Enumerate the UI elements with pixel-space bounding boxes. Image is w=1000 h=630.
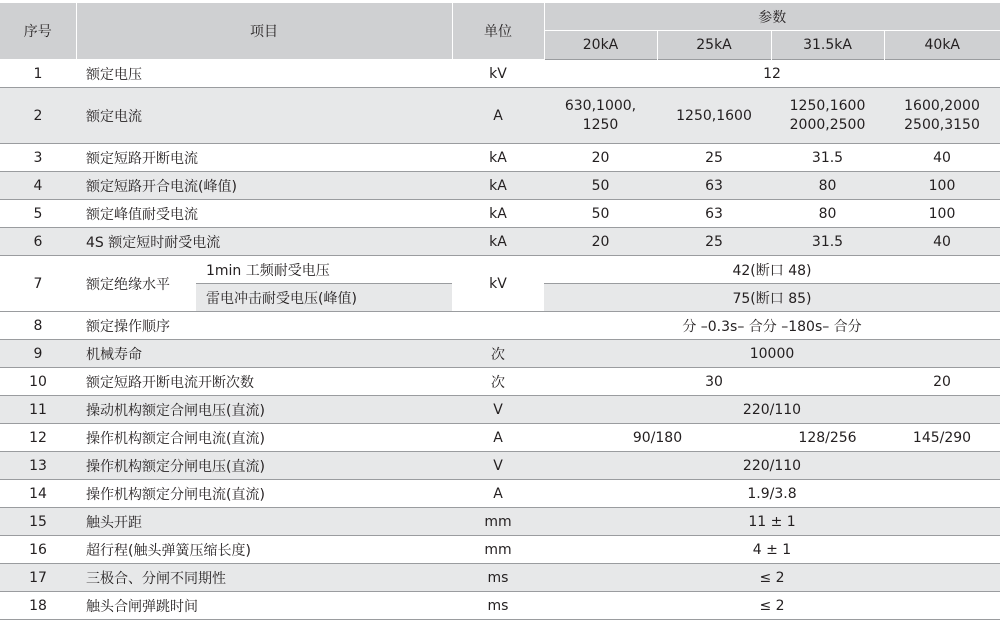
row-item: 4S 额定短时耐受电流	[76, 228, 452, 256]
table-row	[0, 256, 1000, 284]
row-item: 额定短路开合电流(峰值)	[76, 172, 452, 200]
row-value-20ka: 50	[544, 200, 657, 228]
row-item: 超行程(触头弹簧压缩长度)	[76, 536, 452, 564]
table-row	[0, 508, 1000, 536]
row-number: 17	[0, 564, 76, 592]
value-line: 630,1000,	[564, 97, 637, 114]
row-subitem: 1min 工频耐受电压	[196, 256, 452, 284]
row-number: 18	[0, 592, 76, 620]
row-value-31-5ka: 31.5	[771, 144, 884, 172]
header-unit: 单位	[452, 3, 544, 60]
header-col-20ka: 20kA	[544, 31, 657, 60]
row-item: 操作机构额定合闸电流(直流)	[76, 424, 452, 452]
row-value: 220/110	[544, 396, 1000, 424]
row-unit: kV	[452, 256, 544, 312]
row-value-31-5ka: 31.5	[771, 228, 884, 256]
row-unit	[452, 312, 544, 340]
table-row	[0, 452, 1000, 480]
header-item: 项目	[76, 3, 452, 60]
row-unit: kV	[452, 60, 544, 88]
header-col-25ka: 25kA	[657, 31, 771, 60]
row-value: 220/110	[544, 452, 1000, 480]
row-value-40ka: 100	[884, 200, 1000, 228]
row-value: 75(断口 85)	[544, 284, 1000, 312]
row-value: 12	[544, 60, 1000, 88]
row-item: 额定短路开断电流开断次数	[76, 368, 452, 396]
row-value: 11 ± 1	[544, 508, 1000, 536]
row-item: 操动机构额定合闸电压(直流)	[76, 396, 452, 424]
table-row	[0, 592, 1000, 620]
table-row	[0, 88, 1000, 144]
row-number: 14	[0, 480, 76, 508]
row-value-31-5ka: 80	[771, 172, 884, 200]
row-number: 8	[0, 312, 76, 340]
row-value-40ka: 40	[884, 144, 1000, 172]
table-row	[0, 228, 1000, 256]
row-value-40ka: 20	[884, 368, 1000, 396]
row-item: 三极合、分闸不同期性	[76, 564, 452, 592]
row-number: 13	[0, 452, 76, 480]
row-number: 11	[0, 396, 76, 424]
row-item: 触头合闸弹跳时间	[76, 592, 452, 620]
table-row	[0, 144, 1000, 172]
row-value-40ka: 40	[884, 228, 1000, 256]
row-value-40ka: 100	[884, 172, 1000, 200]
table-row	[0, 396, 1000, 424]
table-row	[0, 172, 1000, 200]
row-value: 4 ± 1	[544, 536, 1000, 564]
row-number: 1	[0, 60, 76, 88]
row-value: ≤ 2	[544, 564, 1000, 592]
table-row	[0, 340, 1000, 368]
row-item: 额定绝缘水平	[76, 256, 196, 312]
row-unit: V	[452, 452, 544, 480]
row-value: 1.9/3.8	[544, 480, 1000, 508]
table-row	[0, 60, 1000, 88]
table-row	[0, 424, 1000, 452]
row-item: 机械寿命	[76, 340, 452, 368]
row-value-40ka: 145/290	[884, 424, 1000, 452]
row-unit: mm	[452, 536, 544, 564]
table-row	[0, 200, 1000, 228]
row-unit: kA	[452, 228, 544, 256]
row-item: 操作机构额定分闸电压(直流)	[76, 452, 452, 480]
row-unit: kA	[452, 200, 544, 228]
value-line: 1600,2000	[904, 97, 980, 114]
row-value: 42(断口 48)	[544, 256, 1000, 284]
row-value-40ka	[884, 88, 1000, 144]
row-value: ≤ 2	[544, 592, 1000, 620]
row-unit: mm	[452, 508, 544, 536]
row-value-20ka: 50	[544, 172, 657, 200]
header-params: 参数	[544, 3, 1000, 31]
row-number: 5	[0, 200, 76, 228]
row-value-25ka: 63	[657, 200, 771, 228]
row-unit: 次	[452, 340, 544, 368]
row-value-25ka: 25	[657, 228, 771, 256]
row-value-25ka: 63	[657, 172, 771, 200]
value-line: 2500,3150	[904, 116, 980, 133]
row-item: 额定操作顺序	[76, 312, 452, 340]
table-row	[0, 312, 1000, 340]
table-row	[0, 480, 1000, 508]
row-value-31-5ka: 128/256	[771, 424, 884, 452]
table-row	[0, 368, 1000, 396]
row-number: 15	[0, 508, 76, 536]
row-item: 额定峰值耐受电流	[76, 200, 452, 228]
row-item: 额定电流	[76, 88, 452, 144]
row-unit: ms	[452, 592, 544, 620]
row-item: 额定短路开断电流	[76, 144, 452, 172]
row-number: 10	[0, 368, 76, 396]
value-line: 1250,1600	[789, 97, 866, 114]
row-value-20-25ka: 90/180	[544, 424, 771, 452]
row-number: 3	[0, 144, 76, 172]
row-subitem: 雷电冲击耐受电压(峰值)	[196, 284, 452, 312]
row-number: 7	[0, 256, 76, 312]
row-number: 4	[0, 172, 76, 200]
header-col-40ka: 40kA	[884, 31, 1000, 60]
row-unit: ms	[452, 564, 544, 592]
row-value-31-5ka	[771, 88, 884, 144]
row-unit: A	[452, 88, 544, 144]
table-row	[0, 564, 1000, 592]
row-unit: A	[452, 480, 544, 508]
row-value-20-31-5ka: 30	[544, 368, 884, 396]
row-value-31-5ka: 80	[771, 200, 884, 228]
parameter-table	[0, 3, 1000, 620]
row-item: 额定电压	[76, 60, 452, 88]
row-item: 操作机构额定分闸电流(直流)	[76, 480, 452, 508]
row-number: 6	[0, 228, 76, 256]
row-value: 分 –0.3s– 合分 –180s– 合分	[544, 312, 1000, 340]
row-number: 9	[0, 340, 76, 368]
row-unit: kA	[452, 172, 544, 200]
value-line: 1250	[582, 116, 619, 133]
row-number: 16	[0, 536, 76, 564]
row-unit: 次	[452, 368, 544, 396]
row-value: 10000	[544, 340, 1000, 368]
row-value-25ka: 1250,1600	[657, 88, 771, 144]
header-col-31-5ka: 31.5kA	[771, 31, 884, 60]
row-number: 12	[0, 424, 76, 452]
row-number: 2	[0, 88, 76, 144]
table-row	[0, 536, 1000, 564]
row-item: 触头开距	[76, 508, 452, 536]
row-value-20ka	[544, 88, 657, 144]
row-value-20ka: 20	[544, 144, 657, 172]
value-line: 2000,2500	[789, 116, 866, 133]
row-unit: kA	[452, 144, 544, 172]
header-seq: 序号	[0, 3, 76, 60]
row-unit: V	[452, 396, 544, 424]
row-value-25ka: 25	[657, 144, 771, 172]
row-unit: A	[452, 424, 544, 452]
row-value-20ka: 20	[544, 228, 657, 256]
